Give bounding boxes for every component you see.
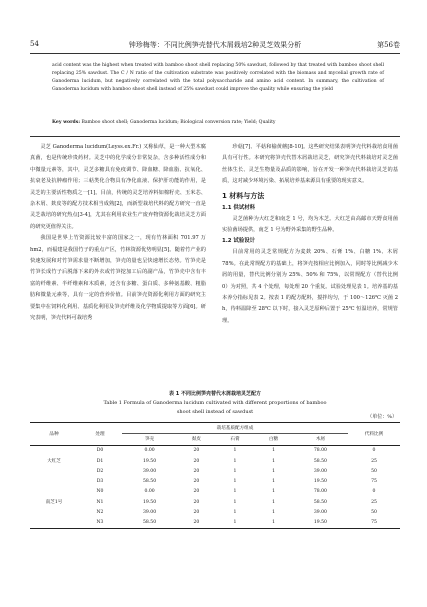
cell-value: 58.50 <box>313 499 327 505</box>
cell-value: 19.50 <box>313 479 327 485</box>
cell-value: 1 <box>272 479 276 485</box>
col-treatment: 处理 <box>78 423 122 446</box>
cell-treatment: N0 <box>96 489 104 495</box>
cell-variety <box>30 476 78 486</box>
cell-value: 1 <box>233 448 237 454</box>
cell-variety <box>30 466 78 476</box>
cell-value: 58.50 <box>122 518 177 529</box>
cell-variety <box>30 518 78 529</box>
cell-variety <box>30 507 78 517</box>
table-unit: （单位：%） <box>367 414 397 420</box>
cell-value: 0.00 <box>144 448 155 454</box>
cell-value: 19.50 <box>142 458 157 464</box>
cell-value: 0.00 <box>144 489 155 495</box>
table-caption-en-2: shoot shell instead of sawdust <box>176 409 254 415</box>
section-heading-1-2: 1.2 试验设计 <box>222 238 255 245</box>
cell-value: 1 <box>272 499 276 505</box>
cell-value: 1 <box>254 518 293 529</box>
cell-value: 20 <box>193 510 200 516</box>
cell-value: 39.00 <box>313 468 327 474</box>
col-bamboo-shell: 笋壳 <box>122 434 177 445</box>
table-header-row <box>30 423 400 434</box>
cell-variety: 大红芝 <box>47 459 61 465</box>
cell-value: 19.50 <box>142 499 157 505</box>
cell-ratio: 50 <box>371 510 377 516</box>
col-variety: 品种 <box>30 423 78 446</box>
cell-value: 58.50 <box>142 479 157 485</box>
cell-treatment: D0 <box>96 448 104 454</box>
cell-value: 78.00 <box>313 448 327 454</box>
cell-value: 1 <box>272 468 276 474</box>
cell-value: 1 <box>233 499 237 505</box>
table-row <box>30 518 400 529</box>
cell-value: 39.00 <box>142 468 157 474</box>
table-row <box>30 456 400 466</box>
cell-value: 1 <box>233 510 237 516</box>
cell-variety <box>30 487 78 497</box>
keywords-label: Key words: <box>52 120 81 125</box>
keywords <box>52 119 384 127</box>
abstract-rule <box>30 136 400 137</box>
cell-value: 1 <box>216 518 255 529</box>
cell-value: 1 <box>272 458 276 464</box>
table-row <box>30 497 400 507</box>
cell-ratio: 0 <box>372 448 376 454</box>
keywords-text: Bamboo shoot shell; Ganoderma lucidum; Biological conversion rate; Yield; Quality <box>81 120 276 125</box>
cell-variety <box>30 445 78 456</box>
table-caption-en: Table 1 Formula of Ganoderma lucidum cultivated with different proportions of bamboo <box>103 400 327 406</box>
cell-value: 20 <box>177 518 216 529</box>
cell-treatment: N1 <box>96 499 104 505</box>
col-sugar: 白糖 <box>254 434 293 445</box>
running-header <box>30 40 400 52</box>
cell-value: 1 <box>233 479 237 485</box>
bamboo-paragraph: 我国是世界上竹资源比较丰富的国家之一，现有竹林面积 701.97 万 hm2，而福建是我国竹子的重点产区，竹林资源优势明显[5]。随着竹产业的快速发展和对竹笋需求量不断增加，笋壳的量也呈快速增长态势。竹笋壳是竹笋长成竹子后脱落下来的外衣或竹笋挖加工后的副产品，竹笋壳中含有丰富的纤维素、半纤维素和木质素，还含有多糖、蛋白质、多种氨基酸、粗脂肪和微量元素等，具有一定的营养价值。目前笋壳资源化利用方面的研究主要集中在饲料化利用、基质化利用及笋壳纤维及化学物质提取等方面[6]。研究表明，笋壳代料可栽培秀 <box>30 235 206 322</box>
cell-variety: 南芝1号 <box>45 500 63 506</box>
abstract-text: acid content was the highest when treated with bamboo shoot shell replacing 50% sawdust, followed by that treated with bamboo shoot shell replacing 25% sawdust. The C / N ratio of the cultivation substrate was positively correlated with the biomass and mycelial growth rate of Ganoderma lucidum, but negatively correlated with the total polysaccharide and amino acid content. In summary, the cultivation of Ganoderma lucidum with bamboo shoot shell instead of 25% sawdust could improve the quality while ensuring the yield <box>52 63 384 92</box>
cell-value: 78.00 <box>313 489 327 495</box>
col-sawdust: 木屑 <box>293 434 348 445</box>
cell-value: 19.50 <box>293 518 348 529</box>
cell-value: 20 <box>193 489 200 495</box>
header-rule <box>30 53 400 54</box>
cell-ratio: 25 <box>371 499 377 505</box>
section-heading-1-1: 1.1 供试材料 <box>222 204 255 211</box>
intro-paragraph: 灵芝 Ganoderma lucidum(Leyss.ex.Fr.) 又称仙草，是一种大型木腐真菌，也是传统珍贵药材。灵芝中的化学成分非常复杂，含多种活性成分和中微量元素等，其中，灵芝多糖具有免疫调节、降血糖、降血脂、抗氧化、抗衰老及抗肿瘤作用；三萜类化合物具有净化血液、保护肝功能的作用，是灵芝的主要活性物质之一[1]。目前，传统的灵芝培养料如棉籽壳、玉米芯、杂木屑、麸皮等的配方技术相当成熟[2]，而新型栽培代料的配方研究一直是灵芝栽培的研究热点[3-4]，尤其在利用农业生产废弃物资源化栽培灵芝方面的研究更值得关注。 <box>30 144 206 230</box>
cell-value: 1 <box>233 458 237 464</box>
cell-value: 1 <box>272 448 276 454</box>
materials-paragraph: 灵芝菌种为大红芝和南芝 1 号，均为木芝。大红芝由高邮市天野食用菌实验菌场提供，南芝 1 号为野外采集的野生品种。 <box>222 215 398 234</box>
cell-value: 20 <box>193 499 200 505</box>
section-heading-1: 1 材料与方法 <box>222 191 265 200</box>
cell-value: 20 <box>193 468 200 474</box>
cell-ratio: 25 <box>371 458 377 464</box>
cell-treatment: N3 <box>78 518 122 529</box>
cell-value: 20 <box>193 458 200 464</box>
cell-ratio: 0 <box>372 489 376 495</box>
table-row <box>30 487 400 497</box>
cell-treatment: D3 <box>96 479 104 485</box>
cell-ratio: 75 <box>348 518 400 529</box>
right-column <box>222 142 398 327</box>
cell-treatment: D1 <box>96 458 104 464</box>
intro-continued-paragraph: 珍菇[7]、平菇和榆黄蘑[8-10]。这些研究结果表明笋壳代料栽培食用菌具有可行性。本研究将笋壳代替木屑栽培灵芝，研究笋壳代料栽培对灵芝菌丝体生长、灵芝生物量及品质的影响，旨在开发一种笋壳代料栽培灵芝的基质，这对减少环境污染、拓展培养基来源具有重要的现实意义。 <box>222 144 398 185</box>
table-row <box>30 445 400 456</box>
table-row <box>30 507 400 517</box>
cell-treatment: D2 <box>96 468 104 474</box>
cell-ratio: 50 <box>371 468 377 474</box>
cell-value: 1 <box>272 510 276 516</box>
table-caption-zh: 表 1 不同比例笋壳替代木屑栽培灵芝配方 <box>169 391 261 397</box>
cell-value: 1 <box>233 489 237 495</box>
col-replace-ratio: 代料比例 <box>348 423 400 446</box>
running-title: 钟珍梅等：不同比例笋壳替代木屑栽培2种灵芝效果分析 <box>128 41 302 49</box>
cell-value: 39.00 <box>142 510 157 516</box>
cell-value: 20 <box>193 448 200 454</box>
cell-value: 58.50 <box>313 458 327 464</box>
cell-treatment: N2 <box>96 510 104 516</box>
col-group: 栽培基质配方组成 <box>122 423 348 434</box>
cell-value: 20 <box>193 479 200 485</box>
left-column <box>30 142 206 325</box>
formula-table <box>30 422 400 529</box>
page-number: 54 <box>30 40 39 48</box>
cell-value: 1 <box>233 468 237 474</box>
table-row <box>30 466 400 476</box>
cell-value: 39.00 <box>313 510 327 516</box>
col-bran: 麸皮 <box>177 434 216 445</box>
cell-value: 1 <box>272 489 276 495</box>
design-paragraph: 目前常用的灵芝常规配方为麦麸 20%、石膏 1%、白糖 1%、木屑 78%。在此常规配方的基础上，将笋壳按相应比例加入，同时等比例减少木屑的用量，替代比例分别为 25%、50% 和 75%，以常规配方（替代比例 0）为对照，共 4 个处理，每处理 20 个重复。试验处理见表 1。培养基的基本养分指标见表 2。按表 1 的配方配料，搅拌均匀，于 100～126℃ 灭菌 2 h，待料温降至 28℃ 以下时，接入灵芝原种后置于 25℃ 恒温培养，常规管理。 <box>222 249 398 324</box>
volume-label: 第56卷 <box>377 41 400 49</box>
table-body <box>30 445 400 528</box>
cell-ratio: 75 <box>371 479 377 485</box>
col-gypsum: 石膏 <box>216 434 255 445</box>
table-row <box>30 476 400 486</box>
